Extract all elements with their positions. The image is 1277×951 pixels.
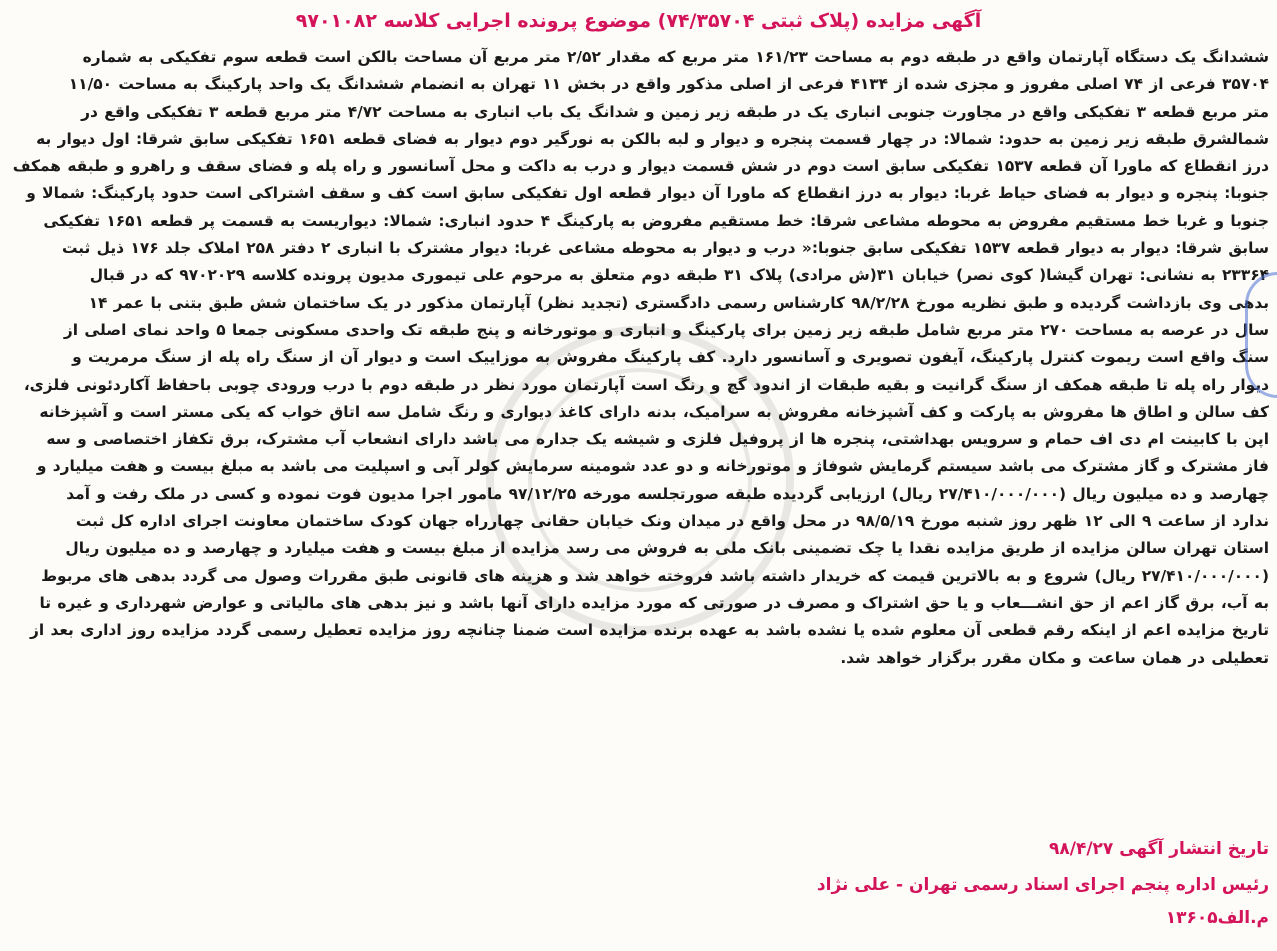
body-line: جنوبا: پنجره و دیوار به فضای حیاط غربا: دیوار به درز انقطاع که ماورا آن دیوار قطعه اول تفکیکی سابق است کف و سقف اشتراکی است حدود پارکینگ: شمالا و xyxy=(26,184,1269,203)
stamp-mark xyxy=(1245,272,1277,398)
body-line: متر مربع قطعه ۳ تفکیکی واقع در مجاورت جنوبی انباری یک در طبقه زیر زمین و شدانگ یک باب انباری به مساحت ۴/۷۲ متر مربع قطعه ۳ تفکیکی واقع در xyxy=(81,102,1269,121)
body-line: بدهی وی بازداشت گردیده و طبق نظریه مورخ ۹۸/۲/۲۸ کارشناس رسمی دادگستری (تجدید نظر) آپارتمان مذکور در یک ساختمان شش طبق بتنی با عمر ۱۴ xyxy=(88,293,1269,312)
body-line: کف سالن و اطاق ها مفروش به پارکت و کف آشپزخانه مفروش به سرامیک، بدنه دارای کاغذ دیواری و رنگ شامل سه اتاق خواب که یکی مستر است و آشپزخانه xyxy=(39,402,1269,421)
body-line: سابق شرقا: دیوار به دیوار قطعه ۱۵۳۷ تفکیکی سابق جنوبا:« درب و دیوار به محوطه مشاعی غربا: دیوار مشترک با انباری ۲ دفتر ۲۵۸ املاک جلد ۱۷۶ ذیل ثبت xyxy=(61,239,1269,258)
notice-body xyxy=(8,44,1269,672)
body-line: تاریخ مزایده اعم از اینکه رقم قطعی آن معلوم شده یا نشده باشد به عهده برنده مزایده است ضمنا چنانچه روز مزایده تعطیل رسمی گردد مزایده روز اداری بعد از xyxy=(29,621,1269,640)
body-line: استان تهران سالن مزایده از طریق مزایده نقدا یا چک تضمینی بانک ملی به فروش می رسد مزایده از مبلغ بیست و هفت میلیارد و چهارصد و ده میلیون ریال xyxy=(65,539,1269,558)
body-line: ۳۵۷۰۴ فرعی از ۷۴ اصلی مفروز و مجزی شده از ۴۱۳۴ فرعی از اصلی مذکور واقع در بخش ۱۱ تهران به انضمام ششدانگ یک واحد پارکینگ به مساحت ۱۱/۵۰ xyxy=(68,75,1269,94)
body-line: فاز مشترک و گاز مشترک می باشد سیستم گرمایش شوفاژ و موتورخانه و دو عدد شومینه سرمایش کولر آبی و اسپلیت می باشد به مبلغ بیست و هفت میلیارد و xyxy=(36,457,1269,476)
body-line: درز انقطاع که ماورا آن قطعه ۱۵۳۷ تفکیکی سابق است دوم در شش قسمت دیوار و درب به داکت و محل آسانسور و راه پله و فضای سقف و راهرو و طبقه همکف xyxy=(12,157,1269,176)
publish-date: تاریخ انتشار آگهی ۹۸/۴/۲۷ xyxy=(1048,839,1269,859)
body-line: به آب، برق گاز اعم از حق انشـــعاب و یا حق اشتراک و مصرف در صورتی که مورد مزایده دارای آنها باشد و نیز بدهی های مالیاتی و عوارض شهرداری و غیره تا xyxy=(39,593,1269,612)
body-line: ۲۳۳۶۴ به نشانی: تهران گیشا( کوی نصر) خیابان ۳۱(ش مرادی) پلاک ۳۱ طبقه دوم متعلق به مرحوم علی تیموری مدیون پرونده کلاسه ۹۷۰۲۰۲۹ که در قبال xyxy=(89,266,1269,285)
reference-code: م.الف۱۳۶۰۵ xyxy=(1165,908,1269,928)
body-line: سال در عرصه به مساحت ۲۷۰ متر مربع شامل طبقه زیر زمین برای پارکینگ و انباری و موتورخانه و پنج طبقه تک واحدی مسکونی جمعا ۵ واحد نمای اصلی از xyxy=(63,320,1269,339)
body-line: ششدانگ یک دستگاه آپارتمان واقع در طبقه دوم به مساحت ۱۶۱/۲۳ متر مربع که مقدار ۲/۵۲ متر مربع آن مساحت بالکن است قطعه سوم تفکیکی به شماره xyxy=(82,48,1269,66)
body-line: (۲۷/۴۱۰/۰۰۰/۰۰۰ ریال) شروع و به بالاترین قیمت که خریدار داشته باشد فروخته خواهد شد و هزینه های قانونی طبق مقررات وصول می گردد بدهی های مربوط xyxy=(41,566,1269,585)
body-line: تعطیلی در همان ساعت و مکان مقرر برگزار خواهد شد. xyxy=(840,648,1269,667)
body-line: سنگ واقع است ریموت کنترل پارکینگ، آیفون تصویری و آسانسور دارد. کف پارکینگ مفروش به موزاییک است و دیوار آن از سنگ راه پله از سنگ مرمریت و xyxy=(72,348,1269,367)
body-line: اپن با کابینت ام دی اف حمام و سرویس بهداشتی، پنجره ها از پروفیل فلزی و شیشه یک جداره می باشد دارای انشعاب آب مشترک، برق تکفاز اختصاصی و سه xyxy=(46,430,1269,449)
body-line: دیوار راه پله تا طبقه همکف از سنگ گرانیت و بقیه طبقات از اندود گچ و رنگ است آپارتمان مورد نظر در طبقه دوم با درب ورودی چوبی باحفاظ آکاردئونی فلزی، xyxy=(23,375,1269,394)
body-line: ندارد از ساعت ۹ الی ۱۲ ظهر روز شنبه مورخ ۹۸/۵/۱۹ در محل واقع در میدان ونک خیابان حقانی چهارراه جهان کودک ساختمان معاونت اجرای اداره کل ثبت xyxy=(75,512,1269,531)
body-line: جنوبا و غربا خط مستقیم مفروض به محوطه مشاعی شرقا: خط مستقیم مفروض به پارکینگ ۴ حدود انباری: شمالا: دیواریست به قسمت پر قطعه ۱۶۵۱ تفکیکی xyxy=(43,211,1269,230)
signature-line: رئیس اداره پنجم اجرای اسناد رسمی تهران - علی نژاد xyxy=(816,875,1269,895)
body-line: چهارصد و ده میلیون ریال (۲۷/۴۱۰/۰۰۰/۰۰۰ ریال) ارزیابی گردیده طبقه صورتجلسه مورخه ۹۷/۱۲/۲۵ مامور اجرا مدیون فوت نموده و کسی در ملک رفت و آمد xyxy=(66,484,1269,503)
body-line: شمالشرق طبقه زیر زمین به حدود: شمالا: در چهار قسمت پنجره و دیوار و لبه بالکن به نورگیر دوم دیوار به فضای قطعه ۱۶۵۱ تفکیکی سابق شرقا: اول دیوار به xyxy=(36,129,1269,148)
notice-title: آگهی مزایده (پلاک ثبتی ۷۴/۳۵۷۰۴) موضوع پرونده اجرایی کلاسه ۹۷۰۱۰۸۲ xyxy=(295,10,982,32)
